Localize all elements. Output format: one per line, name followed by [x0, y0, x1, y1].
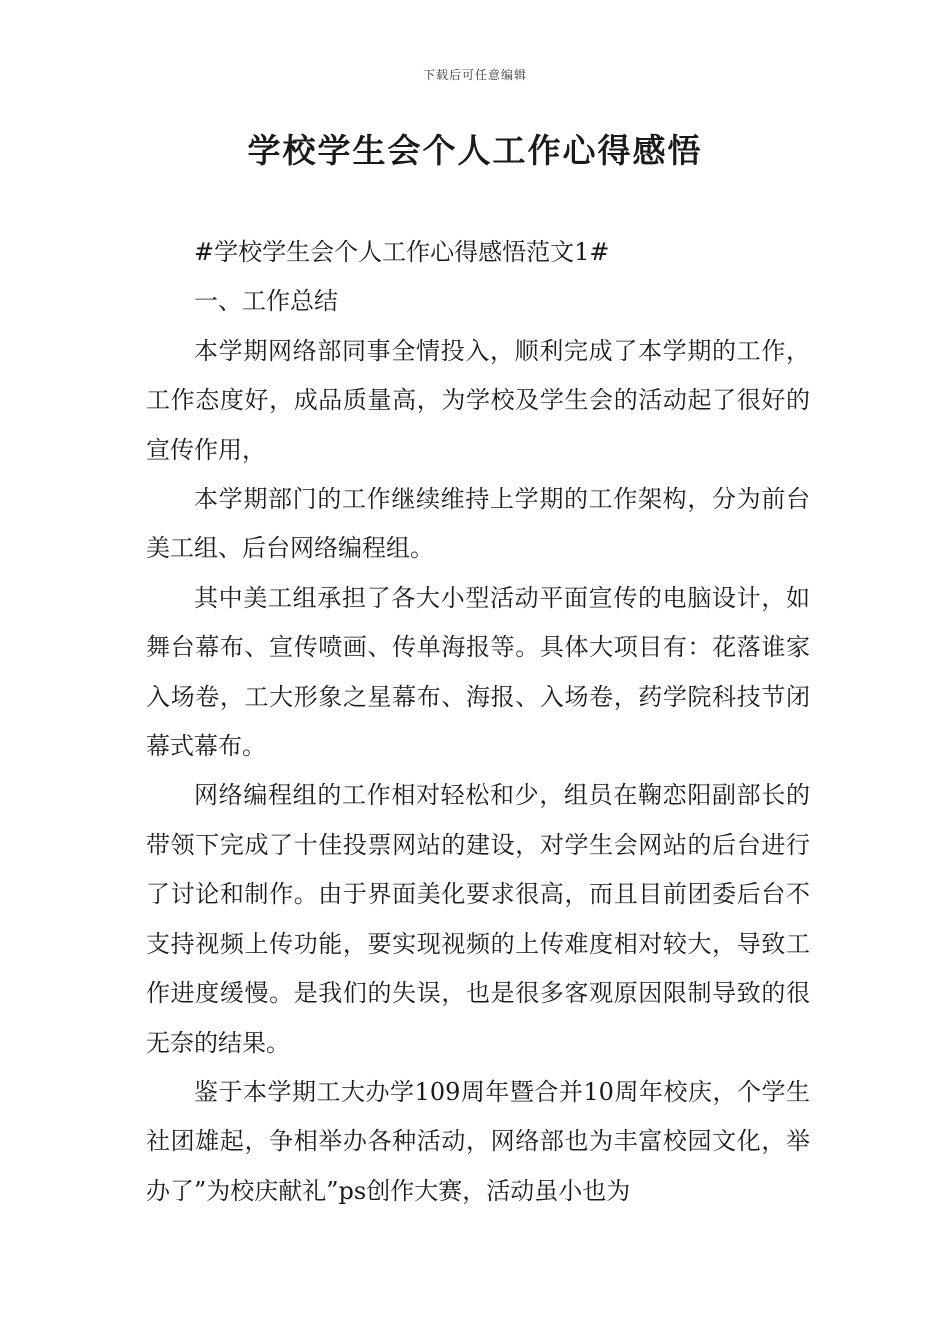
- body-paragraph: 网络编程组的工作相对轻松和少，组员在鞠恋阳副部长的带领下完成了十佳投票网站的建设，对学生会网站的后台进行了讨论和制作。由于界面美化要求很高，而且目前团委后台不支持视频上传功能，要实现视频的上传难度相对较大，导致工作进度缓慢。是我们的失误，也是很多客观原因限制导致的很无奈的结果。: [146, 781, 810, 1057]
- body-paragraph: 其中美工组承担了各大小型活动平面宣传的电脑设计，如舞台幕布、宣传喷画、传单海报等。具体大项目有：花落谁家入场卷，工大形象之星幕布、海报、入场卷，药学院科技节闭幕式幕布。: [146, 583, 810, 761]
- body-paragraph: 鉴于本学期工大办学109周年暨合并10周年校庆，个学生社团雄起，争相举办各种活动，网络部也为丰富校园文化，举办了”为校庆献礼”ps创作大赛，活动虽小也为: [146, 1077, 810, 1205]
- body-paragraph: 本学期网络部同事全情投入，顺利完成了本学期的工作，工作态度好，成品质量高，为学校及学生会的活动起了很好的宣传作用，: [146, 336, 810, 464]
- header-note: 下载后可任意编辑: [422, 68, 527, 82]
- section-heading: 一、工作总结: [194, 287, 338, 316]
- document-title: 学校学生会个人工作心得感悟: [247, 131, 703, 170]
- subtitle-paragraph: #学校学生会个人工作心得感悟范文1#: [194, 238, 610, 266]
- body-paragraph: 本学期部门的工作继续维持上学期的工作架构，分为前台美工组、后台网络编程组。: [146, 485, 810, 563]
- document-body: [146, 228, 810, 1216]
